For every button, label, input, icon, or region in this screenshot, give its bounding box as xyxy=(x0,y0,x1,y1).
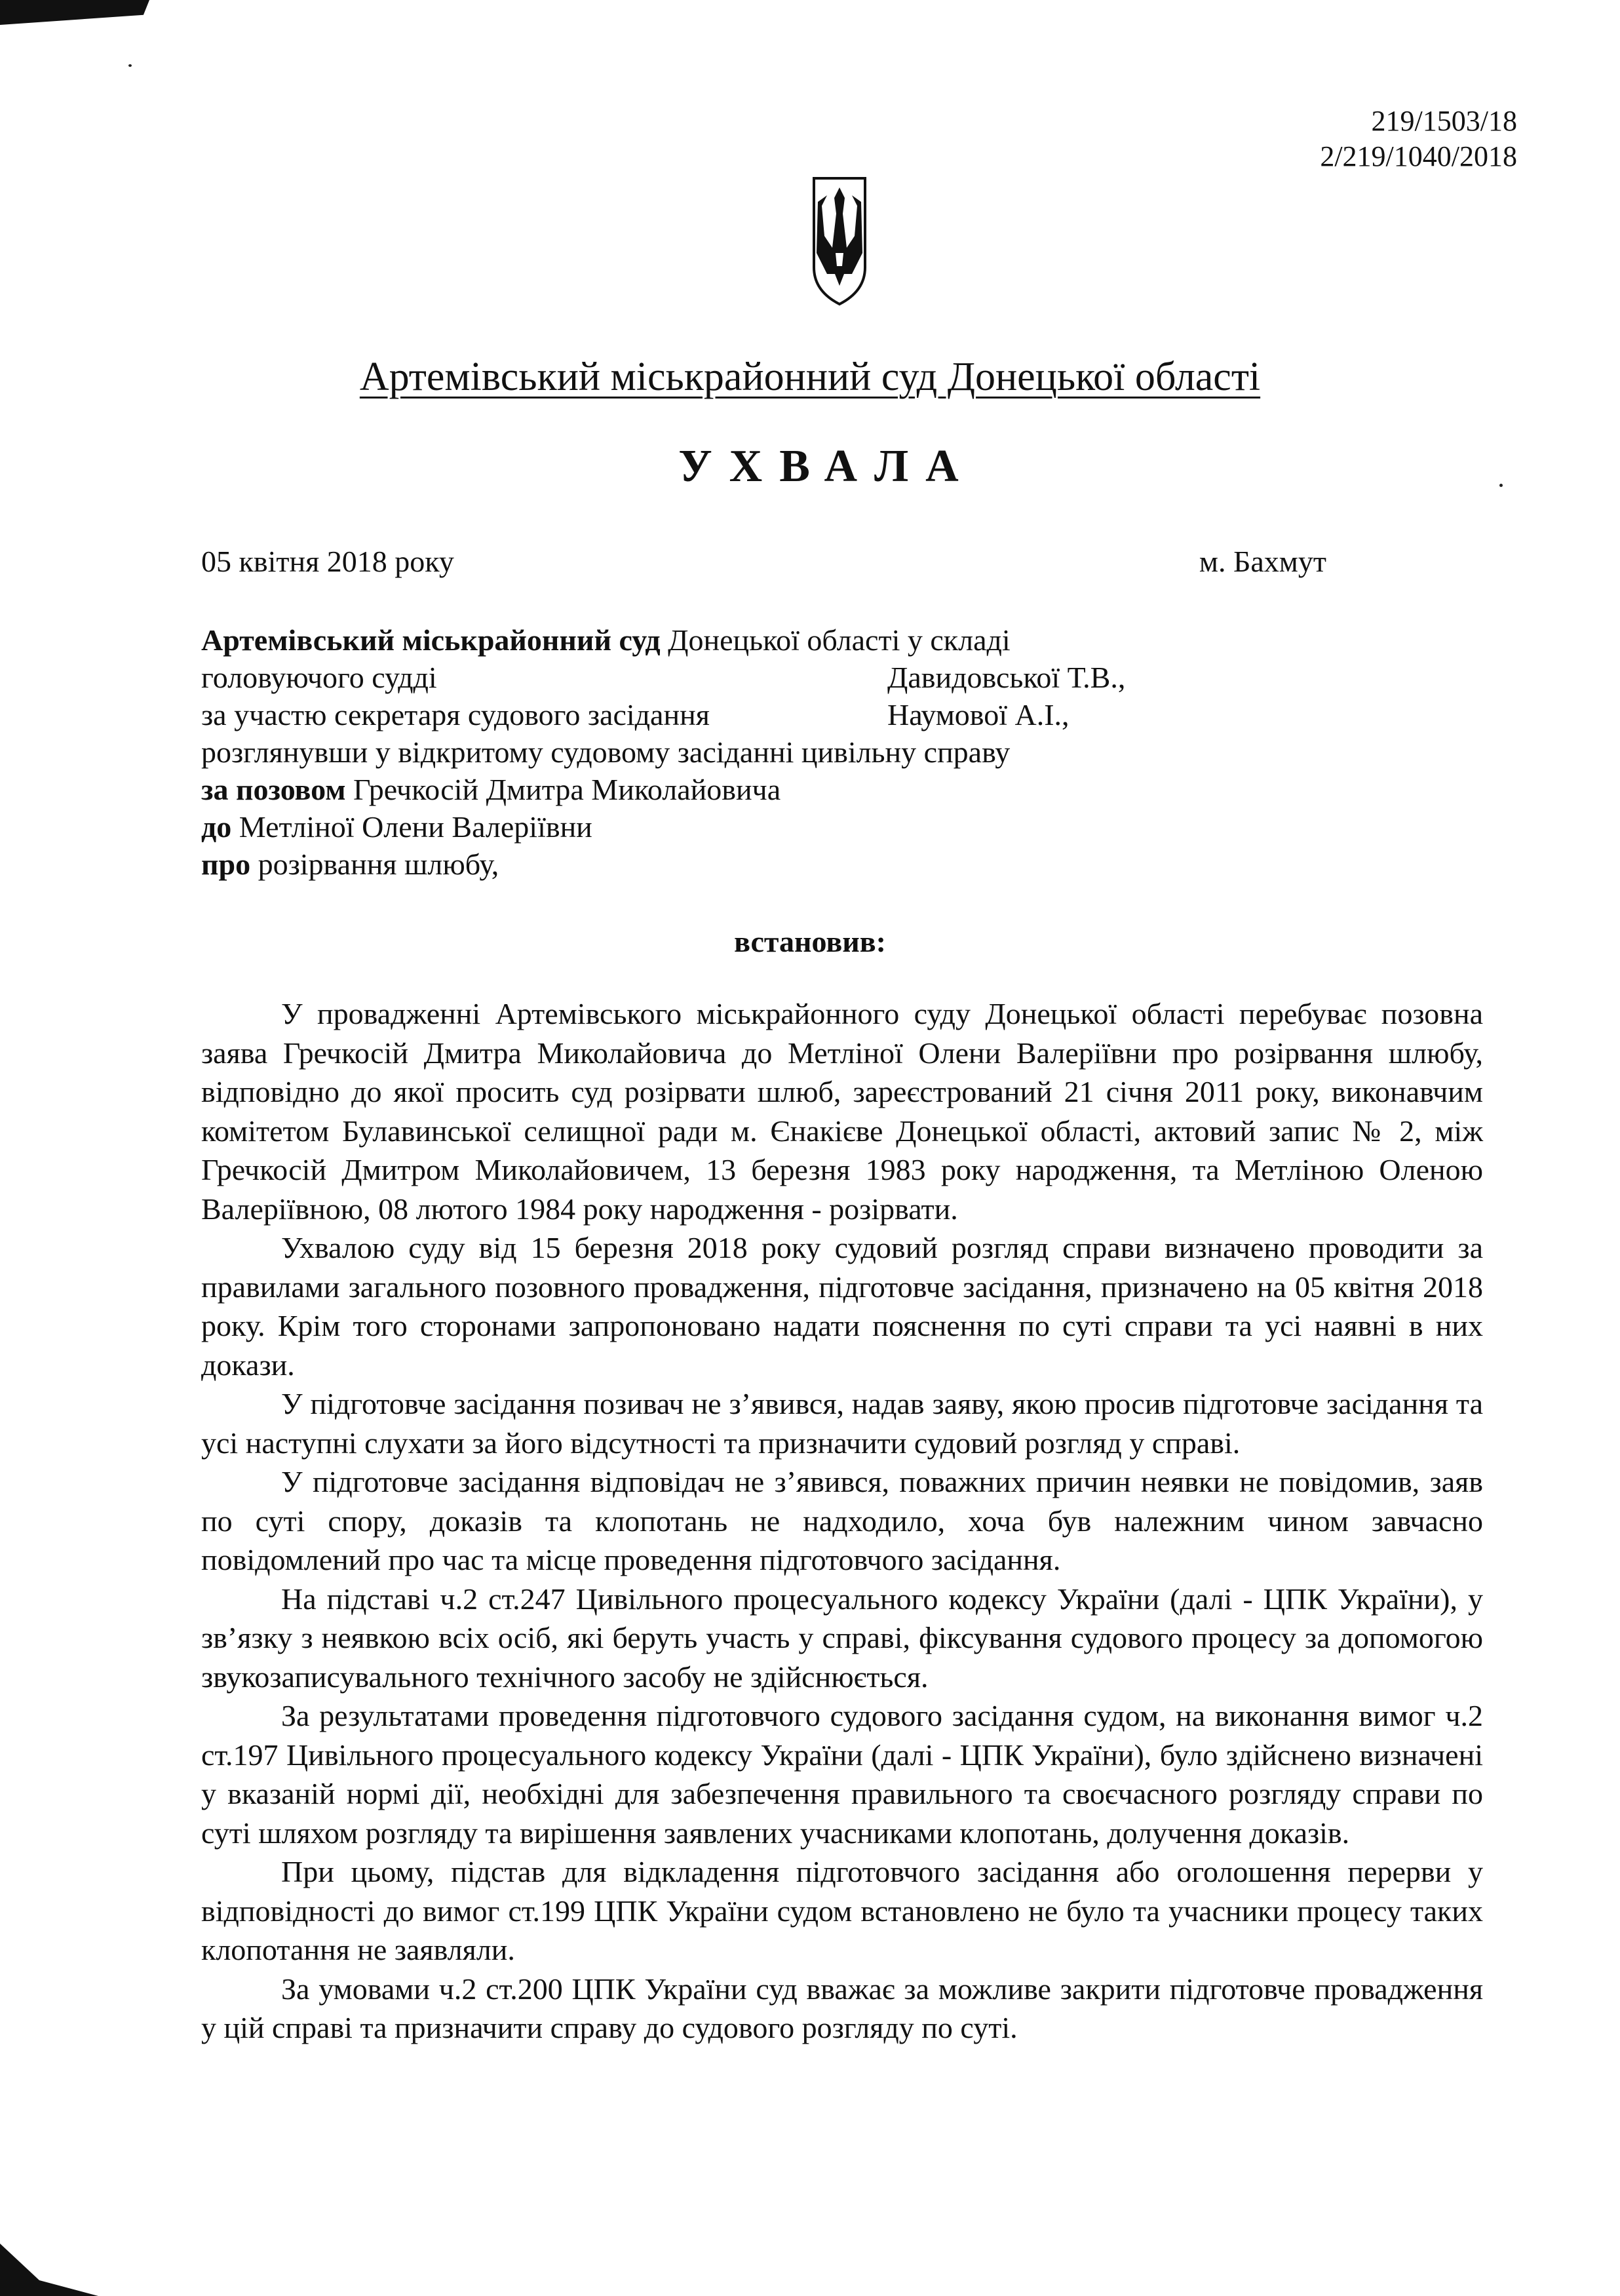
case-number: 2/219/1040/2018 xyxy=(1320,140,1517,172)
scan-corner-mark-bottom xyxy=(0,2244,98,2296)
body-paragraph: У провадженні Артемівського міськрайонного суду Донецької області перебуває позовна заява Гречкосій Дмитра Миколайовича до Метліної Олени Валеріївни про розірвання шлюбу, відповідно до якої просить суд розірвати шлюб, зареєстрований 21 січня 2011 року, виконавчим комітетом Булавинської селищної ради м. Єнакієве Донецької області, актовий запис № 2, між Гречкосій Дмитром Миколайовичем, 13 березня 1983 року народження, та Метліною Оленою Валеріївною, 08 лютого 1984 року народження - розірвати. xyxy=(201,997,1483,1226)
secretary-label: за участю секретаря судового засідання xyxy=(201,698,710,731)
intro-line xyxy=(201,696,1315,733)
document-body xyxy=(201,994,1483,2048)
scan-corner-mark-top xyxy=(0,0,149,25)
case-intro xyxy=(201,621,1315,883)
body-paragraph: За умовами ч.2 ст.200 ЦПК України суд вважає за можливе закрити підготовче провадження у цій справі та призначити справу до судового розгляду по суті. xyxy=(201,1972,1483,2044)
body-paragraph: На підставі ч.2 ст.247 Цивільного процесуального кодексу України (далі - ЦПК України), у зв’язку з неявкою всіх осіб, які беруть участь у справі, фіксування судового процесу за допомогою звукозаписувального технічного засобу не здійснюється. xyxy=(201,1582,1483,1694)
judge-name: Давидовської Т.В., xyxy=(887,661,1126,694)
document-date: 05 квітня 2018 року xyxy=(201,545,454,578)
intro-line xyxy=(201,621,1315,659)
document-title: УХВАЛА xyxy=(678,441,976,492)
scan-speck xyxy=(128,64,132,67)
secretary-name: Наумової А.І., xyxy=(887,698,1070,731)
court-name-bold: Артемівський міськрайонний суд xyxy=(201,623,661,657)
case-numbers xyxy=(1320,104,1517,174)
document-city: м. Бахмут xyxy=(1199,545,1326,578)
established-heading: встановив: xyxy=(734,925,886,958)
judge-label: головуючого судді xyxy=(201,661,437,694)
plaintiff-name: Гречкосій Дмитра Миколайовича xyxy=(345,773,781,806)
defendant-name: Метліної Олени Валеріївни xyxy=(231,810,592,844)
body-paragraph: За результатами проведення підготовчого судового засідання судом, на виконання вимог ч.2 ст.197 Цивільного процесуального кодексу України (далі - ЦПК України), було здійснено визначені у вказаній нормі дії, необхідні для забезпечення правильного та своєчасного розгляду справи по суті шляхом розгляду та вирішення заявлених учасниками клопотань, долучення доказів. xyxy=(201,1699,1483,1850)
ukraine-trident-emblem-icon xyxy=(811,176,868,307)
body-paragraph: У підготовче засідання позивач не з’явився, надав заяву, якою просив підготовче засідання та усі наступні слухати за його відсутності та призначити судовий розгляд у справі. xyxy=(201,1387,1483,1460)
intro-line xyxy=(201,771,1315,808)
intro-line xyxy=(201,846,1315,883)
claim-label: за позовом xyxy=(201,773,346,806)
case-number: 219/1503/18 xyxy=(1371,105,1517,137)
intro-line xyxy=(201,733,1315,771)
case-subject: розірвання шлюбу, xyxy=(250,847,499,881)
body-paragraph: У підготовче засідання відповідач не з’явився, поважних причин неявки не повідомив, заяв по суті спору, доказів та клопотань не надходило, хоча був належним чином завчасно повідомлений про час та місце проведення підготовчого засідання. xyxy=(201,1465,1483,1576)
intro-text: розглянувши у відкритому судовому засіданні цивільну справу xyxy=(201,735,1011,769)
intro-line xyxy=(201,659,1315,696)
intro-text: Донецької області у складі xyxy=(660,623,1011,657)
intro-line xyxy=(201,808,1315,846)
body-paragraph: При цьому, підстав для відкладення підготовчого засідання або оголошення перерви у відповідності до вимог ст.199 ЦПК України судом встановлено не було та учасники процесу таких клопотання не заявляли. xyxy=(201,1855,1483,1966)
defendant-label: до xyxy=(201,810,232,844)
body-paragraph: Ухвалою суду від 15 березня 2018 року судовий розгляд справи визначено проводити за правилами загального позовного провадження, підготовче засідання, призначено на 05 квітня 2018 року. Крім того сторонами запропоновано надати пояснення по суті справи та усі наявні в них докази. xyxy=(201,1231,1483,1382)
subject-label: про xyxy=(201,847,251,881)
court-title: Артемівський міськрайонний суд Донецької області xyxy=(359,355,1261,399)
